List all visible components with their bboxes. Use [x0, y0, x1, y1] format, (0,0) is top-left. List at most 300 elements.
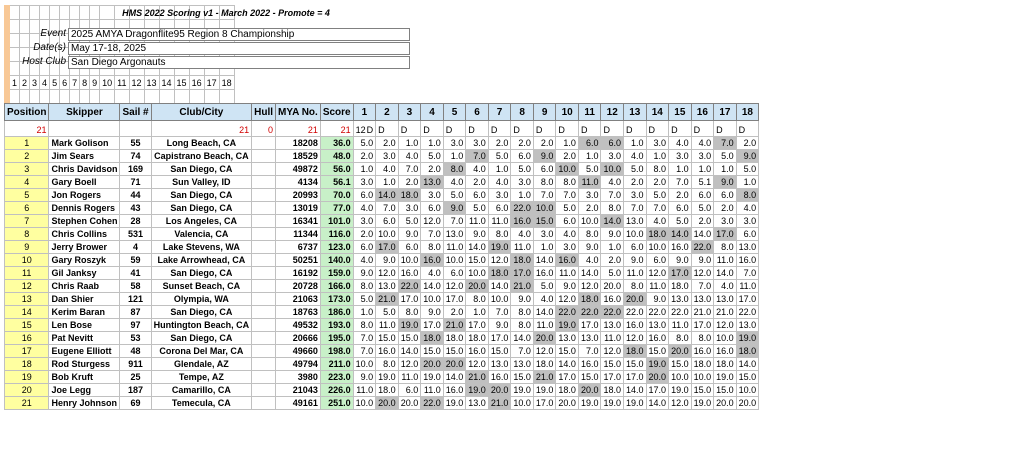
race-score-cell[interactable]: 12.0 [466, 358, 489, 371]
race-score-cell[interactable]: 14.0 [398, 345, 421, 358]
race-header[interactable]: 15 [669, 104, 692, 121]
race-score-cell[interactable]: 16.0 [578, 358, 601, 371]
race-score-cell[interactable]: 10.0 [714, 332, 737, 345]
mya-cell[interactable]: 20728 [276, 280, 321, 293]
race-score-cell[interactable]: 17.0 [488, 332, 511, 345]
race-score-cell[interactable]: 11.0 [736, 280, 759, 293]
hull-cell[interactable] [252, 254, 276, 267]
race-score-cell[interactable]: 14.0 [488, 280, 511, 293]
race-score-cell[interactable]: 2.0 [398, 176, 421, 189]
race-mark[interactable]: D [646, 121, 669, 137]
mya-cell[interactable]: 13019 [276, 202, 321, 215]
score-cell[interactable]: 77.0 [320, 202, 353, 215]
race-score-cell[interactable]: 8.0 [714, 241, 737, 254]
race-score-cell[interactable]: 9.0 [669, 254, 692, 267]
race-score-cell[interactable]: 19.0 [601, 397, 624, 410]
race-score-cell[interactable]: 9.0 [646, 293, 669, 306]
position-cell[interactable]: 6 [5, 202, 49, 215]
position-cell[interactable]: 3 [5, 163, 49, 176]
race-score-cell[interactable]: 14.0 [556, 358, 579, 371]
race-score-cell[interactable]: 9.0 [353, 371, 376, 384]
race-score-cell[interactable]: 13.0 [669, 293, 692, 306]
hull-cell[interactable] [252, 371, 276, 384]
sail-cell[interactable]: 187 [120, 384, 151, 397]
race-score-cell[interactable]: 20.0 [624, 293, 647, 306]
race-score-cell[interactable]: 4.0 [511, 228, 534, 241]
race-score-cell[interactable]: 6.0 [398, 384, 421, 397]
race-score-cell[interactable]: 13.0 [736, 319, 759, 332]
race-score-cell[interactable]: 9.0 [714, 176, 737, 189]
score-cell[interactable]: 226.0 [320, 384, 353, 397]
race-score-cell[interactable]: 18.0 [466, 332, 489, 345]
race-score-cell[interactable]: 17.0 [714, 228, 737, 241]
race-score-cell[interactable]: 6.0 [533, 163, 556, 176]
score-cell[interactable]: 70.0 [320, 189, 353, 202]
race-mark[interactable]: D [624, 121, 647, 137]
race-score-cell[interactable]: 7.0 [398, 163, 421, 176]
mya-header[interactable]: MYA No. [276, 104, 321, 121]
score-cell[interactable]: 211.0 [320, 358, 353, 371]
mya-cell[interactable]: 16341 [276, 215, 321, 228]
race-score-cell[interactable]: 5.1 [691, 176, 714, 189]
race-score-cell[interactable]: 3.0 [736, 215, 759, 228]
race-header[interactable]: 11 [578, 104, 601, 121]
race-score-cell[interactable]: 5.0 [353, 293, 376, 306]
race-score-cell[interactable]: 14.0 [443, 371, 466, 384]
club-cell[interactable]: San Diego, CA [151, 332, 252, 345]
race-score-cell[interactable]: 7.0 [353, 345, 376, 358]
race-score-cell[interactable]: 14.0 [421, 280, 444, 293]
race-score-cell[interactable]: 2.0 [736, 137, 759, 150]
race-score-cell[interactable]: 13.0 [646, 319, 669, 332]
skipper-cell[interactable]: Pat Nevitt [49, 332, 120, 345]
position-count[interactable]: 21 [5, 121, 49, 137]
race-score-cell[interactable]: 3.0 [533, 228, 556, 241]
skipper-cell[interactable]: Dan Shier [49, 293, 120, 306]
race-score-cell[interactable]: 22.0 [624, 306, 647, 319]
race-score-cell[interactable]: 7.0 [624, 202, 647, 215]
race-score-cell[interactable]: 22.0 [691, 241, 714, 254]
race-number[interactable]: 6 [60, 76, 70, 90]
mya-cell[interactable]: 18208 [276, 137, 321, 150]
race-score-cell[interactable]: 1.0 [376, 176, 399, 189]
race-score-cell[interactable]: 12.0 [669, 397, 692, 410]
race-score-cell[interactable]: 4.0 [421, 267, 444, 280]
club-cell[interactable]: Lake Arrowhead, CA [151, 254, 252, 267]
skipper-cell[interactable]: Jim Sears [49, 150, 120, 163]
race-score-cell[interactable]: 3.0 [624, 189, 647, 202]
race-score-cell[interactable]: 11.0 [466, 215, 489, 228]
hull-cell[interactable] [252, 150, 276, 163]
race-score-cell[interactable]: 21.0 [488, 397, 511, 410]
mya-cell[interactable]: 21063 [276, 293, 321, 306]
race-mark[interactable]: D [578, 121, 601, 137]
race-score-cell[interactable]: 9.0 [533, 150, 556, 163]
race-score-cell[interactable]: 21.0 [691, 306, 714, 319]
mya-cell[interactable]: 50251 [276, 254, 321, 267]
race-score-cell[interactable]: 10.0 [601, 163, 624, 176]
race-score-cell[interactable]: 1.0 [466, 306, 489, 319]
race-score-cell[interactable]: 5.0 [669, 215, 692, 228]
race-score-cell[interactable]: 19.0 [421, 371, 444, 384]
position-cell[interactable]: 15 [5, 319, 49, 332]
dates-value[interactable]: May 17-18, 2025 [68, 42, 410, 55]
race-score-cell[interactable]: 11.0 [488, 215, 511, 228]
race-score-cell[interactable]: 11.0 [646, 280, 669, 293]
race-score-cell[interactable]: 17.0 [578, 319, 601, 332]
race-score-cell[interactable]: 16.0 [624, 319, 647, 332]
race-score-cell[interactable]: 6.0 [376, 215, 399, 228]
club-cell[interactable]: San Diego, CA [151, 202, 252, 215]
position-cell[interactable]: 14 [5, 306, 49, 319]
race-header[interactable]: 5 [443, 104, 466, 121]
race-score-cell[interactable]: 2.0 [511, 137, 534, 150]
race-score-cell[interactable]: 7.0 [556, 189, 579, 202]
race-score-cell[interactable]: 16.0 [736, 254, 759, 267]
race-number[interactable]: 14 [159, 76, 174, 90]
race-score-cell[interactable]: 16.0 [421, 254, 444, 267]
race-score-cell[interactable]: 22.0 [669, 306, 692, 319]
race-score-cell[interactable]: 2.0 [578, 202, 601, 215]
race-score-cell[interactable]: 11.0 [601, 332, 624, 345]
race-score-cell[interactable]: 1.0 [669, 163, 692, 176]
race-score-cell[interactable]: 9.0 [556, 280, 579, 293]
race-number[interactable]: 15 [174, 76, 189, 90]
race-score-cell[interactable]: 21.0 [714, 306, 737, 319]
race-mark[interactable]: D [421, 121, 444, 137]
race-score-cell[interactable]: 2.0 [714, 202, 737, 215]
race-score-cell[interactable]: 4.0 [556, 228, 579, 241]
race-score-cell[interactable]: 15.0 [736, 371, 759, 384]
race-score-cell[interactable]: 20.0 [646, 371, 669, 384]
race-mark[interactable]: D [466, 121, 489, 137]
race-score-cell[interactable]: 3.0 [646, 137, 669, 150]
race-score-cell[interactable]: 19.0 [714, 371, 737, 384]
club-cell[interactable]: Tempe, AZ [151, 371, 252, 384]
race-score-cell[interactable]: 18.0 [443, 332, 466, 345]
race-score-cell[interactable]: 19.0 [669, 384, 692, 397]
race-score-cell[interactable]: 15.0 [488, 345, 511, 358]
race-score-cell[interactable]: 5.0 [646, 189, 669, 202]
position-cell[interactable]: 16 [5, 332, 49, 345]
race-score-cell[interactable]: 8.0 [466, 293, 489, 306]
club-count[interactable]: 21 [151, 121, 252, 137]
score-cell[interactable]: 56.1 [320, 176, 353, 189]
race-score-cell[interactable]: 11.0 [714, 254, 737, 267]
race-score-cell[interactable]: 8.0 [556, 176, 579, 189]
race-score-cell[interactable]: 5.0 [488, 150, 511, 163]
race-score-cell[interactable]: 4.0 [353, 254, 376, 267]
race-score-cell[interactable]: 20.0 [578, 384, 601, 397]
race-score-cell[interactable]: 7.0 [714, 137, 737, 150]
race-score-cell[interactable]: 12.0 [488, 254, 511, 267]
race-score-cell[interactable]: 2.0 [646, 176, 669, 189]
race-score-cell[interactable]: 5.0 [714, 150, 737, 163]
club-cell[interactable]: Temecula, CA [151, 397, 252, 410]
race-score-cell[interactable]: 15.0 [714, 384, 737, 397]
race-score-cell[interactable]: 10.0 [353, 397, 376, 410]
race-score-cell[interactable]: 2.0 [624, 176, 647, 189]
race-score-cell[interactable]: 21.0 [466, 371, 489, 384]
race-score-cell[interactable]: 1.0 [533, 241, 556, 254]
race-score-cell[interactable]: 18.0 [556, 384, 579, 397]
race-score-cell[interactable]: 19.0 [443, 397, 466, 410]
race-score-cell[interactable]: 5.0 [624, 163, 647, 176]
sail-cell[interactable]: 531 [120, 228, 151, 241]
race-mark[interactable]: D [398, 121, 421, 137]
race-score-cell[interactable]: 13.0 [511, 358, 534, 371]
club-cell[interactable]: San Diego, CA [151, 189, 252, 202]
race-score-cell[interactable]: 9.0 [624, 254, 647, 267]
race-score-cell[interactable]: 17.0 [511, 267, 534, 280]
race-score-cell[interactable]: 16.0 [691, 345, 714, 358]
race-score-cell[interactable]: 4.0 [353, 202, 376, 215]
race-score-cell[interactable]: 19.0 [691, 397, 714, 410]
race-score-cell[interactable]: 3.0 [669, 150, 692, 163]
race-score-cell[interactable]: 16.0 [466, 345, 489, 358]
mya-cell[interactable]: 11344 [276, 228, 321, 241]
race-score-cell[interactable]: 13.0 [443, 228, 466, 241]
race-score-cell[interactable]: 16.0 [398, 267, 421, 280]
race-score-cell[interactable]: 3.0 [466, 137, 489, 150]
hull-cell[interactable] [252, 345, 276, 358]
race-score-cell[interactable]: 19.0 [466, 384, 489, 397]
race-score-cell[interactable]: 11.0 [421, 384, 444, 397]
race-score-cell[interactable]: 18.0 [714, 358, 737, 371]
race-score-cell[interactable]: 19.0 [511, 384, 534, 397]
race-score-cell[interactable]: 17.0 [398, 293, 421, 306]
race-score-cell[interactable]: 16.0 [556, 254, 579, 267]
race-score-cell[interactable]: 11.0 [669, 319, 692, 332]
race-score-cell[interactable]: 10.0 [466, 267, 489, 280]
race-score-cell[interactable]: 1.0 [353, 306, 376, 319]
sail-cell[interactable]: 74 [120, 150, 151, 163]
race-score-cell[interactable]: 9.0 [511, 293, 534, 306]
race-score-cell[interactable]: 10.0 [578, 215, 601, 228]
position-cell[interactable]: 20 [5, 384, 49, 397]
race-header[interactable]: 1 [353, 104, 376, 121]
race-number[interactable]: 11 [115, 76, 129, 90]
race-number[interactable]: 16 [189, 76, 204, 90]
race-score-cell[interactable]: 2.0 [353, 228, 376, 241]
race-mark[interactable]: D [556, 121, 579, 137]
hull-cell[interactable] [252, 202, 276, 215]
club-cell[interactable]: Glendale, AZ [151, 358, 252, 371]
race-score-cell[interactable]: 1.0 [624, 137, 647, 150]
race-score-cell[interactable]: 22.0 [601, 306, 624, 319]
race-score-cell[interactable]: 6.0 [736, 228, 759, 241]
race-score-cell[interactable]: 17.0 [376, 241, 399, 254]
race-score-cell[interactable]: 17.0 [533, 397, 556, 410]
hull-cell[interactable] [252, 397, 276, 410]
race-score-cell[interactable]: 8.0 [488, 228, 511, 241]
race-score-cell[interactable]: 13.0 [624, 215, 647, 228]
race-score-cell[interactable]: 11.0 [376, 319, 399, 332]
race-number[interactable]: 10 [100, 76, 115, 90]
race-score-cell[interactable]: 9.0 [353, 267, 376, 280]
race-score-cell[interactable]: 16.0 [488, 371, 511, 384]
race-score-cell[interactable]: 14.0 [578, 267, 601, 280]
race-score-cell[interactable]: 5.0 [691, 202, 714, 215]
mya-cell[interactable]: 49161 [276, 397, 321, 410]
skipper-cell[interactable]: Kerim Baran [49, 306, 120, 319]
race-score-cell[interactable]: 15.0 [624, 358, 647, 371]
race-header[interactable]: 16 [691, 104, 714, 121]
race-score-cell[interactable]: 1.0 [578, 150, 601, 163]
race-score-cell[interactable]: 2.0 [466, 176, 489, 189]
skipper-cell[interactable]: Dennis Rogers [49, 202, 120, 215]
race-score-cell[interactable]: 10.0 [646, 241, 669, 254]
position-cell[interactable]: 5 [5, 189, 49, 202]
race-score-cell[interactable]: 12.0 [556, 293, 579, 306]
race-score-cell[interactable]: 15.0 [466, 254, 489, 267]
score-cell[interactable]: 56.0 [320, 163, 353, 176]
race-score-cell[interactable]: 17.0 [624, 371, 647, 384]
race-score-cell[interactable]: 5.0 [353, 137, 376, 150]
mya-count[interactable]: 21 [276, 121, 321, 137]
race-score-cell[interactable]: 14.0 [646, 397, 669, 410]
race-score-cell[interactable]: 5.0 [601, 267, 624, 280]
race-header[interactable]: 2 [376, 104, 399, 121]
race-score-cell[interactable]: 8.0 [353, 319, 376, 332]
race-score-cell[interactable]: 11.0 [624, 267, 647, 280]
race-score-cell[interactable]: 20.0 [443, 358, 466, 371]
skipper-cell[interactable]: Bob Kruft [49, 371, 120, 384]
race-score-cell[interactable]: 15.0 [669, 358, 692, 371]
race-header[interactable]: 13 [624, 104, 647, 121]
position-cell[interactable]: 11 [5, 267, 49, 280]
race-score-cell[interactable]: 5.0 [556, 202, 579, 215]
race-score-cell[interactable]: 6.0 [669, 202, 692, 215]
race-number[interactable]: 5 [50, 76, 60, 90]
race-mark[interactable]: D [714, 121, 737, 137]
skipper-cell[interactable]: Gary Roszyk [49, 254, 120, 267]
score-cell[interactable]: 116.0 [320, 228, 353, 241]
race-score-cell[interactable]: 12.0 [398, 358, 421, 371]
race-score-cell[interactable]: 19.0 [624, 397, 647, 410]
race-score-cell[interactable]: 2.0 [443, 306, 466, 319]
position-cell[interactable]: 2 [5, 150, 49, 163]
race-score-cell[interactable]: 14.0 [624, 384, 647, 397]
hull-cell[interactable] [252, 332, 276, 345]
position-cell[interactable]: 1 [5, 137, 49, 150]
race-header[interactable]: 7 [488, 104, 511, 121]
race-score-cell[interactable]: 3.0 [691, 150, 714, 163]
sail-cell[interactable]: 71 [120, 176, 151, 189]
race-mark[interactable]: D [736, 121, 759, 137]
race-score-cell[interactable]: 15.0 [601, 358, 624, 371]
race-score-cell[interactable]: 1.0 [353, 163, 376, 176]
race-score-cell[interactable]: 2.0 [556, 150, 579, 163]
score-cell[interactable]: 48.0 [320, 150, 353, 163]
skipper-cell[interactable]: Chris Collins [49, 228, 120, 241]
race-mark[interactable]: D [691, 121, 714, 137]
position-cell[interactable]: 7 [5, 215, 49, 228]
race-score-cell[interactable]: 18.0 [646, 228, 669, 241]
race-score-cell[interactable]: 6.0 [601, 137, 624, 150]
race-score-cell[interactable]: 18.0 [398, 189, 421, 202]
score-header[interactable]: Score [320, 104, 353, 121]
race-score-cell[interactable]: 7.0 [646, 202, 669, 215]
sail-cell[interactable]: 4 [120, 241, 151, 254]
race-score-cell[interactable]: 12.0 [691, 267, 714, 280]
sail-cell[interactable]: 87 [120, 306, 151, 319]
race-header[interactable]: 6 [466, 104, 489, 121]
race-score-cell[interactable]: 3.0 [421, 189, 444, 202]
race-number[interactable]: 18 [219, 76, 234, 90]
race-score-cell[interactable]: 10.0 [421, 293, 444, 306]
host-club-value[interactable]: San Diego Argonauts [68, 56, 410, 69]
hull-cell[interactable] [252, 137, 276, 150]
race-score-cell[interactable]: 1.0 [556, 137, 579, 150]
sail-cell[interactable]: 58 [120, 280, 151, 293]
race-score-cell[interactable]: 8.0 [376, 358, 399, 371]
race-score-cell[interactable]: 10.0 [353, 358, 376, 371]
race-score-cell[interactable]: 18.0 [601, 384, 624, 397]
race-score-cell[interactable]: 7.0 [736, 267, 759, 280]
race-score-cell[interactable]: 7.0 [691, 280, 714, 293]
race-score-cell[interactable]: 3.0 [511, 176, 534, 189]
score-cell[interactable]: 166.0 [320, 280, 353, 293]
race-score-cell[interactable]: 14.0 [714, 267, 737, 280]
race-score-cell[interactable]: 4.0 [736, 202, 759, 215]
club-cell[interactable]: Sunset Beach, CA [151, 280, 252, 293]
race-score-cell[interactable]: 4.0 [624, 150, 647, 163]
club-cell[interactable]: San Diego, CA [151, 267, 252, 280]
race-score-cell[interactable]: 10.0 [556, 163, 579, 176]
sail-count-cell[interactable] [120, 121, 151, 137]
skipper-cell[interactable]: Gil Janksy [49, 267, 120, 280]
race-score-cell[interactable]: 19.0 [736, 332, 759, 345]
race-score-cell[interactable]: 12.0 [601, 345, 624, 358]
sail-cell[interactable]: 911 [120, 358, 151, 371]
race-score-cell[interactable]: 22.0 [398, 280, 421, 293]
race-mark[interactable]: D [443, 121, 466, 137]
sail-cell[interactable]: 97 [120, 319, 151, 332]
race-score-cell[interactable]: 2.0 [533, 137, 556, 150]
race-score-cell[interactable]: 4.0 [533, 293, 556, 306]
race-score-cell[interactable]: 5.0 [376, 306, 399, 319]
race-score-cell[interactable]: 9.0 [398, 228, 421, 241]
sail-cell[interactable]: 121 [120, 293, 151, 306]
race-score-cell[interactable]: 20.0 [601, 280, 624, 293]
race-score-cell[interactable]: 20.0 [556, 397, 579, 410]
race-score-cell[interactable]: 2.0 [488, 137, 511, 150]
race-score-cell[interactable]: 18.0 [624, 345, 647, 358]
race-score-cell[interactable]: 8.0 [353, 280, 376, 293]
race-score-cell[interactable]: 3.0 [488, 189, 511, 202]
race-score-cell[interactable]: 4.0 [376, 163, 399, 176]
skipper-cell[interactable]: Jon Rogers [49, 189, 120, 202]
race-score-cell[interactable]: 16.0 [533, 267, 556, 280]
race-score-cell[interactable]: 17.0 [601, 371, 624, 384]
race-number[interactable]: 2 [20, 76, 30, 90]
hull-cell[interactable] [252, 189, 276, 202]
skipper-cell[interactable]: Henry Johnson [49, 397, 120, 410]
race-score-cell[interactable]: 14.0 [669, 228, 692, 241]
race-score-cell[interactable]: 13.0 [488, 358, 511, 371]
race-score-cell[interactable]: 20.0 [736, 397, 759, 410]
race-score-cell[interactable]: 1.0 [736, 176, 759, 189]
race-score-cell[interactable]: 1.0 [443, 150, 466, 163]
race-score-cell[interactable]: 18.0 [669, 280, 692, 293]
race-score-cell[interactable]: 7.0 [443, 215, 466, 228]
race-score-cell[interactable]: 17.0 [556, 371, 579, 384]
sail-cell[interactable]: 169 [120, 163, 151, 176]
score-cell[interactable]: 140.0 [320, 254, 353, 267]
race-number[interactable]: 8 [80, 76, 90, 90]
race-score-cell[interactable]: 7.0 [488, 306, 511, 319]
